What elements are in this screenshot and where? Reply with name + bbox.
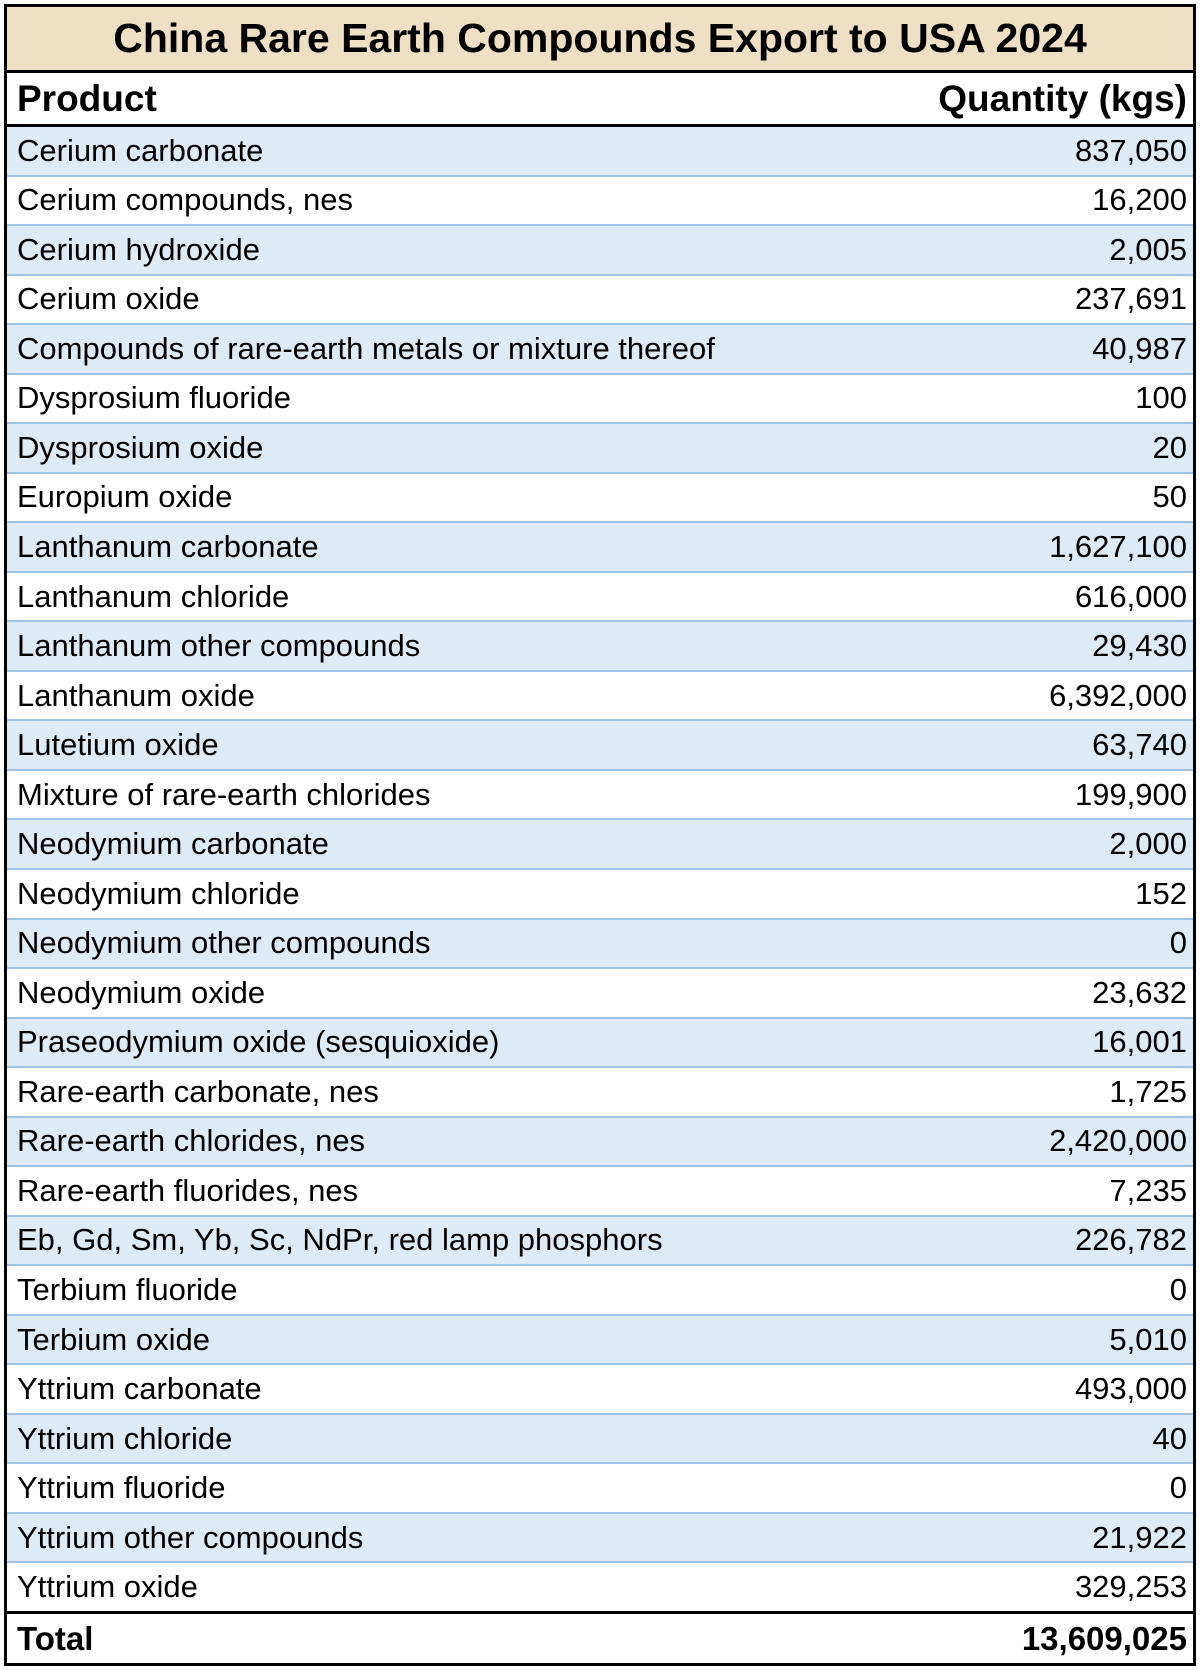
quantity-cell: 40,987 bbox=[1092, 330, 1187, 366]
table-row bbox=[7, 1217, 1193, 1267]
product-cell: Praseodymium oxide (sesquioxide) bbox=[17, 1024, 500, 1060]
product-cell: Neodymium other compounds bbox=[17, 925, 431, 961]
table-row bbox=[7, 1514, 1193, 1564]
quantity-cell: 5,010 bbox=[1109, 1321, 1187, 1357]
quantity-cell: 329,253 bbox=[1074, 1569, 1187, 1605]
table-row bbox=[7, 424, 1193, 474]
quantity-cell: 50 bbox=[1152, 479, 1187, 515]
quantity-cell: 0 bbox=[1169, 925, 1187, 961]
product-cell: Neodymium oxide bbox=[17, 974, 266, 1010]
product-cell: Yttrium oxide bbox=[17, 1569, 198, 1605]
quantity-cell: 21,922 bbox=[1092, 1519, 1187, 1555]
table-row bbox=[7, 1365, 1193, 1415]
table-row bbox=[7, 920, 1193, 970]
table-row bbox=[7, 771, 1193, 821]
product-cell: Dysprosium fluoride bbox=[17, 380, 291, 416]
product-cell: Eb, Gd, Sm, Yb, Sc, NdPr, red lamp phosphors bbox=[17, 1222, 663, 1258]
quantity-cell: 1,725 bbox=[1109, 1073, 1187, 1109]
quantity-cell: 226,782 bbox=[1074, 1222, 1187, 1258]
quantity-cell: 837,050 bbox=[1074, 132, 1187, 168]
table-row bbox=[7, 1118, 1193, 1168]
quantity-cell: 152 bbox=[1135, 875, 1187, 911]
table-body bbox=[7, 127, 1193, 1611]
quantity-cell: 1,627,100 bbox=[1049, 529, 1187, 565]
product-cell: Terbium fluoride bbox=[17, 1271, 238, 1307]
table-row bbox=[7, 1019, 1193, 1069]
table-row bbox=[7, 969, 1193, 1019]
product-cell: Lanthanum chloride bbox=[17, 578, 290, 614]
table-row bbox=[7, 1316, 1193, 1366]
total-row bbox=[7, 1611, 1193, 1663]
total-value: 13,609,025 bbox=[1021, 1619, 1187, 1657]
product-cell: Terbium oxide bbox=[17, 1321, 210, 1357]
product-cell: Yttrium carbonate bbox=[17, 1371, 262, 1407]
table-row bbox=[7, 573, 1193, 623]
quantity-cell: 100 bbox=[1135, 380, 1187, 416]
product-cell: Dysprosium oxide bbox=[17, 429, 264, 465]
product-cell: Lutetium oxide bbox=[17, 727, 219, 763]
table-row bbox=[7, 127, 1193, 177]
product-cell: Cerium compounds, nes bbox=[17, 182, 353, 218]
quantity-cell: 20 bbox=[1152, 429, 1187, 465]
product-cell: Lanthanum oxide bbox=[17, 677, 255, 713]
quantity-cell: 23,632 bbox=[1092, 974, 1187, 1010]
quantity-cell: 493,000 bbox=[1074, 1371, 1187, 1407]
table-row bbox=[7, 226, 1193, 276]
product-cell: Rare-earth carbonate, nes bbox=[17, 1073, 379, 1109]
product-cell: Yttrium other compounds bbox=[17, 1519, 364, 1555]
product-column-header: Product bbox=[17, 77, 157, 119]
table-row bbox=[7, 1266, 1193, 1316]
product-cell: Europium oxide bbox=[17, 479, 233, 515]
quantity-cell: 29,430 bbox=[1092, 628, 1187, 664]
quantity-cell: 16,200 bbox=[1092, 182, 1187, 218]
rare-earth-export-table bbox=[4, 4, 1196, 1666]
table-row bbox=[7, 870, 1193, 920]
table-row bbox=[7, 177, 1193, 227]
product-cell: Yttrium chloride bbox=[17, 1420, 233, 1456]
table-row bbox=[7, 474, 1193, 524]
product-cell: Yttrium fluoride bbox=[17, 1470, 226, 1506]
product-cell: Rare-earth chlorides, nes bbox=[17, 1123, 366, 1159]
quantity-cell: 0 bbox=[1169, 1271, 1187, 1307]
table-row bbox=[7, 1464, 1193, 1514]
product-cell: Neodymium carbonate bbox=[17, 826, 329, 862]
product-cell: Lanthanum other compounds bbox=[17, 628, 421, 664]
quantity-cell: 40 bbox=[1152, 1420, 1187, 1456]
table-row bbox=[7, 622, 1193, 672]
product-cell: Lanthanum carbonate bbox=[17, 529, 319, 565]
product-cell: Rare-earth fluorides, nes bbox=[17, 1172, 359, 1208]
product-cell: Neodymium chloride bbox=[17, 875, 300, 911]
header-row bbox=[7, 73, 1193, 127]
quantity-cell: 199,900 bbox=[1074, 776, 1187, 812]
quantity-cell: 237,691 bbox=[1074, 281, 1187, 317]
table-row bbox=[7, 1563, 1193, 1611]
table-row bbox=[7, 325, 1193, 375]
quantity-cell: 0 bbox=[1169, 1470, 1187, 1506]
table-row bbox=[7, 1068, 1193, 1118]
quantity-cell: 7,235 bbox=[1109, 1172, 1187, 1208]
table-title: China Rare Earth Compounds Export to USA 2024 bbox=[7, 7, 1193, 73]
total-label: Total bbox=[17, 1619, 94, 1657]
quantity-cell: 2,000 bbox=[1109, 826, 1187, 862]
quantity-column-header: Quantity (kgs) bbox=[938, 77, 1187, 119]
product-cell: Mixture of rare-earth chlorides bbox=[17, 776, 431, 812]
table-row bbox=[7, 1415, 1193, 1465]
table-row bbox=[7, 375, 1193, 425]
product-cell: Cerium hydroxide bbox=[17, 231, 260, 267]
table-row bbox=[7, 523, 1193, 573]
quantity-cell: 6,392,000 bbox=[1049, 677, 1187, 713]
table-row bbox=[7, 721, 1193, 771]
quantity-cell: 2,005 bbox=[1109, 231, 1187, 267]
table-row bbox=[7, 820, 1193, 870]
table-row bbox=[7, 672, 1193, 722]
quantity-cell: 16,001 bbox=[1092, 1024, 1187, 1060]
table-row bbox=[7, 276, 1193, 326]
product-cell: Compounds of rare-earth metals or mixture thereof bbox=[17, 330, 715, 366]
table-row bbox=[7, 1167, 1193, 1217]
quantity-cell: 616,000 bbox=[1074, 578, 1187, 614]
quantity-cell: 2,420,000 bbox=[1049, 1123, 1187, 1159]
quantity-cell: 63,740 bbox=[1092, 727, 1187, 763]
product-cell: Cerium carbonate bbox=[17, 132, 264, 168]
product-cell: Cerium oxide bbox=[17, 281, 200, 317]
